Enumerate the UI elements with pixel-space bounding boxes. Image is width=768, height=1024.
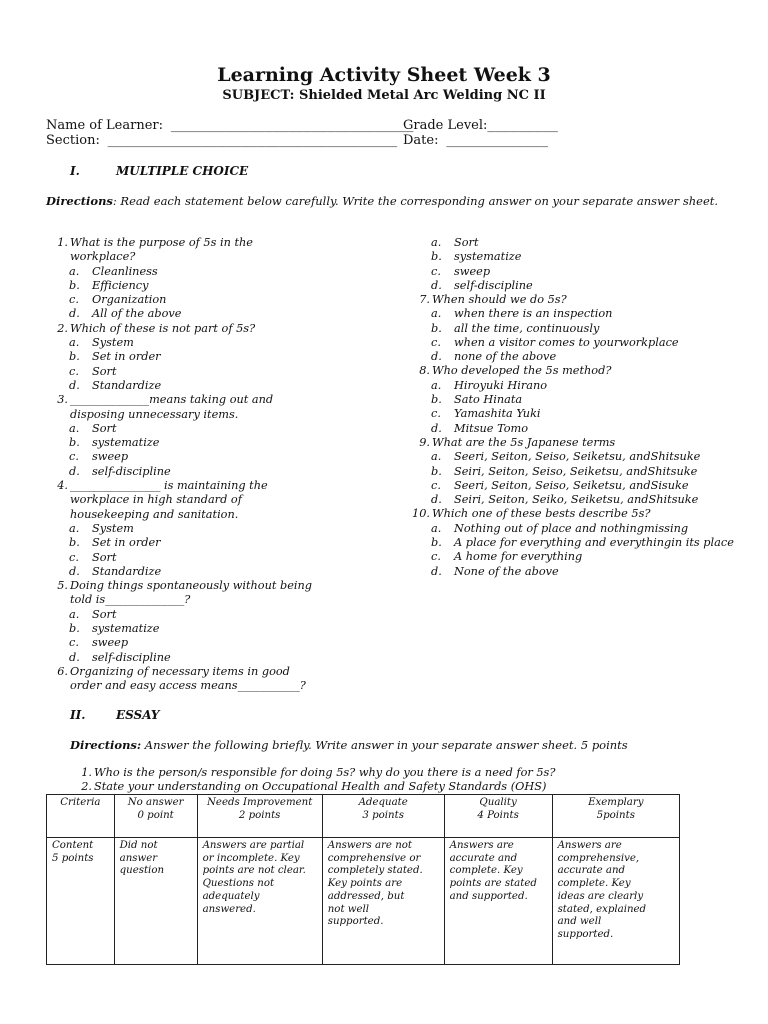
option-text: Sisuke xyxy=(650,478,689,492)
option-text: Sort xyxy=(92,607,117,621)
question-number: 1. xyxy=(81,766,92,779)
option-text: All of the above xyxy=(92,307,182,321)
question-text: ________________ is maintaining the xyxy=(70,479,268,493)
rubric-cell-text: accurate and xyxy=(449,852,518,864)
rubric-header-text: Criteria xyxy=(60,797,101,808)
name-label: Name of Learner: xyxy=(46,118,163,133)
answer-option xyxy=(408,393,738,407)
option-text: systematize xyxy=(454,250,522,264)
sheet-title: Learning Activity Sheet Week 3 xyxy=(217,64,551,86)
option-letter: a. xyxy=(69,336,80,350)
grade-blank: _________ xyxy=(487,118,558,133)
option-letter: c. xyxy=(69,550,79,564)
option-letter: b. xyxy=(431,250,442,264)
sheet-subtitle: SUBJECT: Shielded Metal Arc Welding NC II xyxy=(222,88,546,103)
option-text: sweep xyxy=(92,450,129,464)
rubric-cell-text: Did not xyxy=(119,840,158,851)
essay-question xyxy=(70,766,555,780)
rubric-header-text: Exemplary xyxy=(588,797,644,808)
rubric-cell-text: points are stated xyxy=(449,878,537,890)
rubric-header-text: 3 points xyxy=(362,809,404,821)
option-text: sweep xyxy=(454,264,491,278)
rubric-cell-text: 5 points xyxy=(52,852,94,864)
option-text: Sort xyxy=(92,364,117,378)
rubric-header-cell xyxy=(197,795,322,838)
question-item xyxy=(46,393,376,422)
question-text: Which one of these bests describe 5s? xyxy=(432,507,651,521)
option-letter: d. xyxy=(69,464,80,478)
question-text: ______________means taking out and xyxy=(70,393,274,407)
rubric-header-text: 2 points xyxy=(238,809,281,821)
rubric-cell-text: not well xyxy=(327,903,370,915)
question-text: Doing things spontaneously without being xyxy=(70,579,313,593)
rubric-header-cell xyxy=(552,795,679,838)
option-text: System xyxy=(92,521,134,535)
date-blank: _____________ xyxy=(446,133,549,148)
option-letter: a. xyxy=(69,521,80,535)
answer-option xyxy=(408,279,738,293)
answer-option xyxy=(46,350,376,364)
rubric-cell-text: Questions not xyxy=(202,878,275,890)
option-letter: c. xyxy=(69,450,79,464)
question-number: 8. xyxy=(419,364,430,378)
rubric-cell-text: answer xyxy=(119,852,158,864)
answer-option xyxy=(46,307,376,321)
option-text: None of the above xyxy=(454,564,559,578)
answer-option xyxy=(408,407,738,421)
questions-right-column xyxy=(408,293,738,579)
question-item xyxy=(46,322,376,336)
answer-option xyxy=(408,422,738,436)
name-field xyxy=(46,118,413,133)
section-numeral: I. xyxy=(70,164,80,178)
rubric-table xyxy=(46,794,680,965)
name-blank: _______________________________ xyxy=(170,118,414,133)
essay-directions xyxy=(70,738,750,752)
answer-option xyxy=(408,322,738,336)
rubric-cell xyxy=(322,838,444,965)
option-text: Shitsuke xyxy=(648,493,699,507)
answer-option xyxy=(408,250,738,264)
grade-label: Grade Level: xyxy=(403,118,488,133)
question-text: order and easy access means___________? xyxy=(70,679,306,693)
answer-option xyxy=(46,608,376,622)
rubric-cell-text: ideas are clearly xyxy=(557,890,644,902)
option-text: Sort xyxy=(454,236,479,249)
section-blank: _____________________________________ xyxy=(107,133,398,148)
option-text: Standardize xyxy=(92,564,162,578)
rubric-cell-text: stated, explained xyxy=(557,903,647,915)
section-heading-essay xyxy=(70,708,160,722)
option-text: Organization xyxy=(92,293,167,307)
answer-option xyxy=(408,350,738,364)
rubric-cell-text: Answers are xyxy=(557,840,622,851)
option-text: Nothing out of place and nothing xyxy=(454,521,645,535)
option-text: missing xyxy=(644,521,689,535)
option-text: Sort xyxy=(92,550,117,564)
option-text: all the time, continuously xyxy=(454,321,600,335)
option-text: none of the above xyxy=(454,350,557,364)
answer-option xyxy=(46,422,376,436)
answer-option xyxy=(408,493,738,507)
rubric-header-text: Adequate xyxy=(358,797,408,808)
option-letter: d. xyxy=(69,650,80,664)
directions-label: Directions xyxy=(46,194,113,208)
option-text: A place for everything and everything xyxy=(454,536,672,550)
directions-text: Answer the following briefly. Write answer in your separate answer sheet. 5 points xyxy=(141,738,628,752)
answer-option xyxy=(46,436,376,450)
question-text: workplace? xyxy=(70,250,136,264)
option-text: Sort xyxy=(92,421,117,435)
rubric-cell-text: comprehensive or xyxy=(327,852,421,864)
rubric-cell-text: Key points are xyxy=(327,878,403,890)
section-heading-multiple-choice xyxy=(70,164,248,178)
essay-questions xyxy=(70,766,555,793)
option-text: when a visitor comes to your xyxy=(454,335,620,349)
answer-option xyxy=(46,465,376,479)
option-text: Set in order xyxy=(92,350,161,364)
option-text: self-discipline xyxy=(454,278,533,292)
answer-option xyxy=(46,636,376,650)
option-letter: d. xyxy=(431,564,442,578)
question-number: 7. xyxy=(419,293,430,306)
option-letter: b. xyxy=(431,321,442,335)
answer-option xyxy=(46,536,376,550)
rubric-header-text: 4 Points xyxy=(477,809,519,821)
section-numeral: II. xyxy=(70,708,86,722)
option-letter: d. xyxy=(431,350,442,364)
question-number: 6. xyxy=(57,664,68,678)
question-text: Organizing of necessary items in good xyxy=(70,664,290,678)
question-text: housekeeping and sanitation. xyxy=(70,507,239,521)
rubric-cell-text: supported. xyxy=(557,928,614,940)
answer-option xyxy=(46,450,376,464)
answer-option xyxy=(46,622,376,636)
answer-option xyxy=(46,565,376,579)
question-item xyxy=(408,293,738,307)
option-letter: a. xyxy=(69,421,80,435)
option-letter: b. xyxy=(69,278,80,292)
option-text: systematize xyxy=(92,622,160,636)
question-text: When should we do 5s? xyxy=(432,293,567,306)
question-text: Which of these is not part of 5s? xyxy=(70,321,256,335)
option-text: in its place xyxy=(671,536,734,550)
rubric-cell-text: adequately xyxy=(202,890,260,902)
directions-text: : Read each statement below carefully. Write the corresponding answer on your separate answer sheet. xyxy=(112,194,719,208)
answer-option xyxy=(46,379,376,393)
option-letter: b. xyxy=(69,436,80,450)
question-item xyxy=(46,479,376,522)
question-number: 4. xyxy=(57,479,68,493)
answer-option xyxy=(408,307,738,321)
option-letter: b. xyxy=(69,350,80,364)
option-letter: b. xyxy=(431,536,442,550)
option-letter: d. xyxy=(69,378,80,392)
section-title: MULTIPLE CHOICE xyxy=(116,164,249,178)
grade-field xyxy=(403,118,558,133)
option-letter: a. xyxy=(69,607,80,621)
option-text: systematize xyxy=(92,436,160,450)
question-number: 9. xyxy=(419,435,430,449)
option-letter: c. xyxy=(431,264,441,278)
rubric-cell-text: Content xyxy=(52,840,94,851)
rubric-cell-text: complete. Key xyxy=(557,878,631,890)
answer-option xyxy=(408,465,738,479)
option-text: self-discipline xyxy=(92,464,171,478)
answer-option xyxy=(408,565,738,579)
option-text: when there is an inspection xyxy=(454,307,613,321)
answer-option xyxy=(408,450,738,464)
rubric-header-cell xyxy=(322,795,444,838)
section-title: ESSAY xyxy=(116,708,160,722)
option-letter: a. xyxy=(431,521,442,535)
option-text: Shitsuke xyxy=(650,450,701,464)
option-letter: c. xyxy=(431,550,441,564)
rubric-header-text: 5points xyxy=(596,809,635,821)
answer-option xyxy=(408,522,738,536)
answer-option xyxy=(46,522,376,536)
rubric-cell xyxy=(552,838,679,965)
option-letter: d. xyxy=(69,564,80,578)
rubric-cell-text: or incomplete. Key xyxy=(202,852,300,864)
answer-option xyxy=(46,293,376,307)
question-item xyxy=(408,507,738,521)
option-letter: c. xyxy=(69,364,79,378)
question-text: Who developed the 5s method? xyxy=(432,364,612,378)
option-letter: a. xyxy=(431,450,442,464)
question-number: 2. xyxy=(81,779,92,793)
section-label: Section: xyxy=(46,133,100,148)
rubric-header-text: Quality xyxy=(479,797,517,808)
option-text: self-discipline xyxy=(92,650,171,664)
rubric-cell-text: answered. xyxy=(202,903,256,915)
option-text: Standardize xyxy=(92,378,162,392)
rubric-cell-text: and supported. xyxy=(449,890,528,902)
option-letter: a. xyxy=(431,378,442,392)
date-label: Date: xyxy=(403,133,439,148)
rubric-content-row xyxy=(47,838,680,965)
option-letter: c. xyxy=(431,335,441,349)
question-number: 10. xyxy=(412,507,430,521)
rubric-cell-text: completely stated. xyxy=(327,865,423,877)
rubric-cell xyxy=(444,838,552,965)
option-text: Seeri, Seiton, Seiso, Seiketsu, and xyxy=(454,478,651,492)
rubric-header-row xyxy=(47,795,680,838)
option-letter: a. xyxy=(69,264,80,278)
option-letter: b. xyxy=(431,464,442,478)
questions-left-column xyxy=(46,236,376,694)
option-letter: d. xyxy=(431,493,442,507)
rubric-cell-text: comprehensive, xyxy=(557,852,640,864)
question-text: Who is the person/s responsible for doing 5s? why do you there is a need for 5s? xyxy=(94,766,556,779)
option-text: A home for everything xyxy=(454,550,583,564)
option-text: Cleanliness xyxy=(92,264,158,278)
option-text: Sato Hinata xyxy=(454,393,523,407)
option-letter: b. xyxy=(69,536,80,550)
rubric-header-cell xyxy=(444,795,552,838)
question-item xyxy=(46,236,376,265)
answer-option xyxy=(46,651,376,665)
rubric-cell-text: supported. xyxy=(327,916,384,928)
question-item xyxy=(408,364,738,378)
answer-option xyxy=(408,536,738,550)
rubric-cell xyxy=(47,838,115,965)
option-letter: b. xyxy=(431,393,442,407)
answer-option xyxy=(46,551,376,565)
section-field xyxy=(46,133,397,148)
question-item xyxy=(46,665,376,694)
multiple-choice-directions xyxy=(46,194,726,208)
rubric-cell xyxy=(197,838,322,965)
option-text: Efficiency xyxy=(92,278,149,292)
option-letter: c. xyxy=(431,407,441,421)
answer-option xyxy=(408,550,738,564)
rubric-cell-text: accurate and xyxy=(557,865,626,877)
answer-option xyxy=(408,236,738,250)
option-letter: a. xyxy=(431,236,442,249)
question-number: 2. xyxy=(57,321,68,335)
option-text: Shitsuke xyxy=(647,464,698,478)
rubric-cell-text: and well xyxy=(557,916,602,928)
option-letter: d. xyxy=(431,278,442,292)
option-letter: d. xyxy=(69,307,80,321)
question-text: told is______________? xyxy=(70,593,191,607)
option-letter: d. xyxy=(431,421,442,435)
option-text: sweep xyxy=(92,636,129,650)
question-text: What is the purpose of 5s in the xyxy=(70,236,253,249)
question-item xyxy=(408,436,738,450)
rubric-cell-text: points are not clear. xyxy=(202,865,306,877)
option-text: Set in order xyxy=(92,536,161,550)
option-letter: c. xyxy=(69,636,79,650)
answer-option xyxy=(408,479,738,493)
question-item xyxy=(46,579,376,608)
answer-option xyxy=(408,336,738,350)
option-text: workplace xyxy=(619,335,679,349)
rubric-cell-text: complete. Key xyxy=(449,865,523,877)
question-number: 3. xyxy=(57,393,68,407)
answer-option xyxy=(46,365,376,379)
rubric-header-text: 0 point xyxy=(137,809,174,821)
answer-option xyxy=(408,379,738,393)
option-text: Seeri, Seiton, Seiso, Seiketsu, and xyxy=(454,450,651,464)
question-number: 1. xyxy=(57,236,68,249)
answer-option xyxy=(408,265,738,279)
answer-option xyxy=(46,336,376,350)
rubric-cell-text: question xyxy=(119,865,165,877)
date-field xyxy=(403,133,548,148)
question-text: State your understanding on Occupational Health and Safety Standards (OHS) xyxy=(94,779,547,793)
answer-option xyxy=(46,265,376,279)
rubric-cell xyxy=(114,838,197,965)
question-text: workplace in high standard of xyxy=(70,493,242,507)
question-number: 5. xyxy=(57,579,68,593)
rubric-cell-text: addressed, but xyxy=(327,890,405,902)
rubric-header-text: Needs Improvement xyxy=(207,797,313,808)
rubric-header-cell xyxy=(114,795,197,838)
question-text: What are the 5s Japanese terms xyxy=(432,435,616,449)
option-text: System xyxy=(92,336,134,350)
directions-label: Directions: xyxy=(70,738,142,752)
rubric-header-cell xyxy=(47,795,115,838)
option-letter: a. xyxy=(431,307,442,321)
rubric-cell-text: Answers are partial xyxy=(202,840,305,851)
answer-option xyxy=(46,279,376,293)
option-text: Seiri, Seiton, Seiso, Seiketsu, and xyxy=(454,464,648,478)
question-text: disposing unnecessary items. xyxy=(70,407,239,421)
option-text: Hiroyuki Hirano xyxy=(454,378,548,392)
essay-question xyxy=(70,780,555,794)
option-text: Mitsue Tomo xyxy=(454,421,529,435)
option-text: Yamashita Yuki xyxy=(454,407,541,421)
question-6-options xyxy=(408,236,738,293)
option-letter: c. xyxy=(69,293,79,307)
option-letter: c. xyxy=(431,478,441,492)
rubric-cell-text: Answers are xyxy=(449,840,514,851)
rubric-header-text: No answer xyxy=(127,797,184,808)
option-text: Seiri, Seiton, Seiko, Seiketsu, and xyxy=(454,493,649,507)
option-letter: b. xyxy=(69,622,80,636)
rubric-cell-text: Answers are not xyxy=(327,840,412,851)
